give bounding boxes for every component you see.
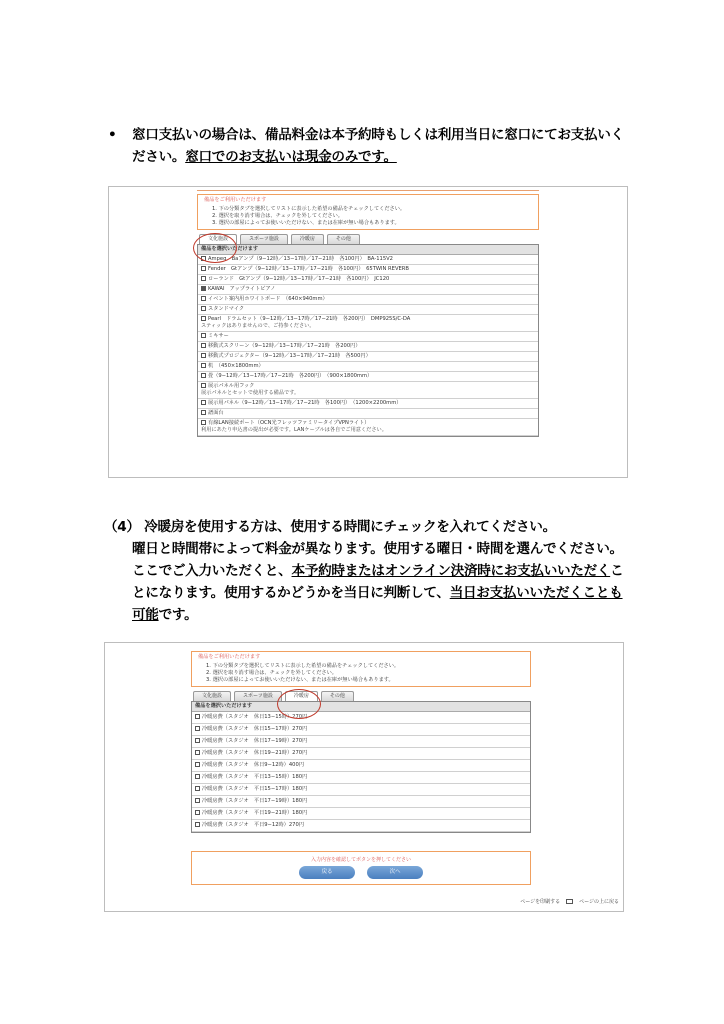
notice-box [191,651,531,687]
equipment-checkbox[interactable] [201,420,206,425]
tab-culture[interactable]: 文化施設 [193,691,231,701]
aircon-instructions [104,516,628,626]
category-tabs [197,234,539,244]
aircon-row [192,760,530,772]
aircon-list [191,701,531,833]
equipment-row [198,409,538,419]
aircon-text-2: ことになります。使用するかどうかを当日に判断して、 [132,563,624,601]
aircon-label: 冷暖房費（スタジオ 平日13−15時）180円 [202,774,308,780]
equipment-label: ミキサー [208,333,229,339]
equipment-label: 展示パネル用フック [208,383,255,389]
aircon-label: 冷暖房費（スタジオ 休日13−15時）270円 [202,714,308,720]
aircon-heading: （4） 冷暖房を使用する方は、使用する時間にチェックを入れてください。 [104,519,556,535]
printer-icon [566,899,573,904]
back-to-top-link[interactable]: ページの上に戻る [579,899,619,905]
tab-aircon[interactable]: 冷暖房 [285,691,318,701]
notice-line: 1. 下の分類タブを選択してリストに表示した希望の備品をチェックしてください。 [212,206,406,212]
equipment-checkbox[interactable] [201,353,206,358]
aircon-checkbox[interactable] [195,762,200,767]
equipment-row [198,332,538,342]
equipment-row [198,315,538,332]
aircon-label: 冷暖房費（スタジオ 休日9−12時）400円 [202,762,304,768]
page-bar [520,898,619,905]
equipment-label: Pearl ドラムセット（9−12時／13−17時／17−21時 各200円） DMP925S/C-DA [208,316,411,322]
aircon-row [192,784,530,796]
equipment-checkbox[interactable] [201,383,206,388]
equipment-checkbox[interactable] [201,296,206,301]
equipment-label: 譜面台 [208,410,224,416]
top-strip [197,187,539,191]
tab-other[interactable]: その他 [327,234,360,244]
back-button[interactable]: 戻る [299,866,355,879]
aircon-checkbox[interactable] [195,810,200,815]
equipment-label: 有線LAN接続ポート（OCN光フレッツファミリータイプVPNライト） [208,420,370,426]
payment-note-text: 窓口支払いの場合は、備品料金は本予約時もしくは利用当日に窓口にてお支払いください。 [132,127,624,165]
aircon-body [132,538,628,626]
equipment-note: 展示パネルとセットで使用する備品です。 [201,390,300,396]
notice-line: 1. 下の分類タブを選択してリストに表示した希望の備品をチェックしてください。 [206,663,400,669]
equipment-checkbox[interactable] [201,286,206,291]
confirm-message: 入力内容を確認してボタンを押してください [310,857,411,863]
next-button[interactable]: 次へ [367,866,423,879]
equipment-checkbox[interactable] [201,316,206,321]
equipment-row [198,372,538,382]
aircon-label: 冷暖房費（スタジオ 平日9−12時）270円 [202,822,304,828]
tab-sports[interactable]: スポーツ施設 [240,234,288,244]
bullet-marker: • [108,127,117,143]
aircon-text-1: 曜日と時間帯によって料金が異なります。使用する曜日・時間を選んでください。ここでご入力いただくと、 [132,541,623,579]
highlight-circle [277,689,321,719]
aircon-label: 冷暖房費（スタジオ 平日17−19時）180円 [202,798,308,804]
notice-line: 3. 選択の部屋によってお使いいただけない、または在庫が無い場合もあります。 [212,220,400,226]
equipment-label: 畳（9−12時／13−17時／17−21時 各200円） （900×1800mm） [208,373,373,379]
equipment-row [198,352,538,362]
equipment-row [198,382,538,399]
category-tabs [191,691,531,701]
equipment-screenshot [108,186,628,478]
equipment-label: 移動式プロジェクター（9−12時／13−17時／17−21時 各500円） [208,353,371,359]
equipment-row [198,342,538,352]
equipment-row [198,255,538,265]
notice-line: 3. 選択の部屋によってお使いいただけない、または在庫が無い場合もあります。 [206,677,394,683]
confirm-footer [191,851,531,885]
tab-aircon[interactable]: 冷暖房 [291,234,324,244]
aircon-label: 冷暖房費（スタジオ 平日15−17時）180円 [202,786,308,792]
equipment-note: 利用にあたり申込書の提出が必要です。LANケーブルは各自でご用意ください。 [201,427,387,433]
aircon-checkbox[interactable] [195,822,200,827]
equipment-label: Fender Gtアンプ（9−12時／13−17時／17−21時 各100円） 65TWIN REVERB [208,266,409,272]
equipment-label: スタンドマイク [208,306,245,312]
equipment-row [198,362,538,372]
aircon-checkbox[interactable] [195,726,200,731]
equipment-row [198,305,538,315]
aircon-text-3: です。 [158,607,198,623]
aircon-row [192,772,530,784]
aircon-checkbox[interactable] [195,798,200,803]
equipment-label: Ampeg Baアンプ（9−12時／13−17時／17−21時 各100円） BA-115V2 [208,256,393,262]
tab-culture[interactable]: 文化施設 [199,234,237,244]
list-header: 備品を選択いただけます [198,245,538,255]
equipment-checkbox[interactable] [201,363,206,368]
equipment-checkbox[interactable] [201,266,206,271]
aircon-row [192,808,530,820]
notice-line: 2. 選択を取り消す場合は、チェックを外してください。 [212,213,343,219]
equipment-note: スティックはありませんので、ご持参ください。 [201,323,315,329]
highlight-circle [193,233,237,263]
tab-other[interactable]: その他 [321,691,354,701]
aircon-row [192,736,530,748]
equipment-row [198,295,538,305]
aircon-label: 冷暖房費（スタジオ 休日15−17時）270円 [202,726,308,732]
aircon-row [192,724,530,736]
equipment-checkbox[interactable] [201,333,206,338]
aircon-checkbox[interactable] [195,774,200,779]
equipment-checkbox[interactable] [201,400,206,405]
aircon-label: 冷暖房費（スタジオ 平日19−21時）180円 [202,810,308,816]
equipment-label: 展示用パネル（9−12時／13−17時／17−21時 各100円） （1200×2200mm） [208,400,402,406]
tab-sports[interactable]: スポーツ施設 [234,691,282,701]
aircon-row [192,796,530,808]
aircon-checkbox[interactable] [195,750,200,755]
aircon-label: 冷暖房費（スタジオ 休日17−19時）270円 [202,738,308,744]
notice-line: 2. 選択を取り消す場合は、チェックを外してください。 [206,670,337,676]
equipment-list [197,244,539,437]
equipment-panel [197,187,539,437]
equipment-checkbox[interactable] [201,276,206,281]
aircon-underline-1: 本予約時またはオンライン決済時にお支払いいただく [291,563,611,579]
aircon-row [192,820,530,832]
equipment-row [198,399,538,409]
aircon-row [192,748,530,760]
aircon-row [192,712,530,724]
print-page-link[interactable]: ページを印刷する [520,899,561,905]
equipment-row [198,419,538,436]
list-header: 備品を選択いただけます [192,702,530,712]
aircon-screenshot [104,642,624,912]
equipment-label: ローランド Gtアンプ（9−12時／13−17時／17−21時 各100円） JC120 [208,276,390,282]
notice-title: 備品をご利用いただけます [198,654,261,660]
equipment-checkbox[interactable] [201,343,206,348]
equipment-row [198,275,538,285]
cash-only-note: 窓口でのお支払いは現金のみです。 [185,149,397,165]
equipment-label: 机 （450×1800mm） [208,363,264,369]
equipment-label: イベント案内用ホワイトボード （640×940mm） [208,296,328,302]
notice-box [197,194,539,230]
aircon-checkbox[interactable] [195,786,200,791]
equipment-checkbox[interactable] [201,410,206,415]
equipment-checkbox[interactable] [201,306,206,311]
equipment-label: KAWAI アップライトピアノ [208,286,276,292]
equipment-label: 移動式スクリーン（9−12時／13−17時／17−21時 各200円） [208,343,361,349]
aircon-checkbox[interactable] [195,714,200,719]
equipment-row [198,265,538,275]
aircon-label: 冷暖房費（スタジオ 休日19−21時）270円 [202,750,308,756]
aircon-checkbox[interactable] [195,738,200,743]
equipment-checkbox[interactable] [201,373,206,378]
aircon-panel [191,643,531,833]
equipment-row [198,285,538,295]
notice-title: 備品をご利用いただけます [204,197,267,203]
payment-note [108,124,628,168]
aircon-underline-2: 当日お支払いいただくことも可能 [132,585,623,623]
